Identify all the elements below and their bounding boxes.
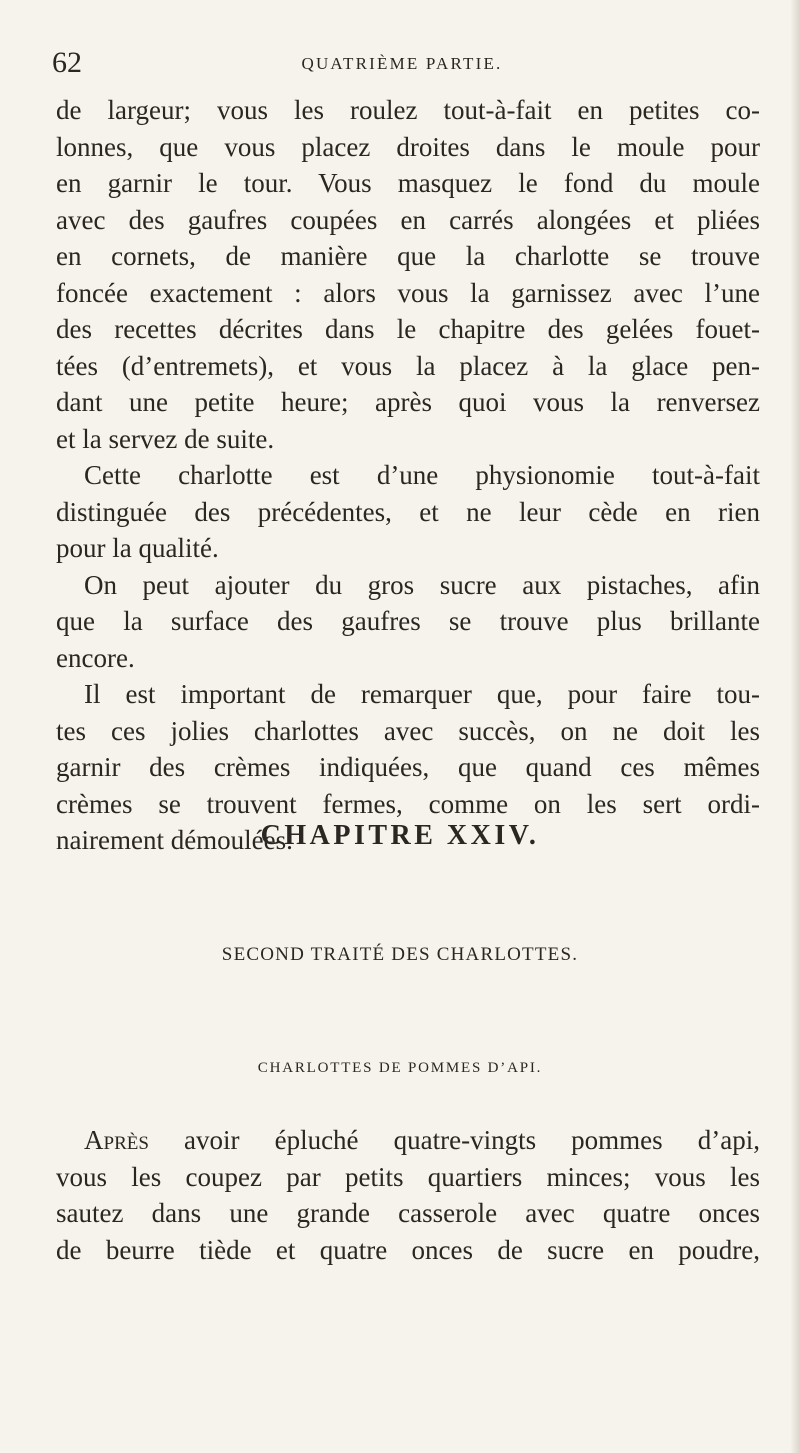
chapter-heading: CHAPITRE XXIV. <box>260 820 540 851</box>
text-line: encore. <box>56 642 135 673</box>
text-line: avec des gaufres coupées en carrés alongées et pliées <box>56 204 760 235</box>
text-line: tes ces jolies charlottes avec succès, on ne doit les <box>56 715 760 746</box>
page-edge-shadow <box>790 0 800 1453</box>
text-line: Il est important de remarquer que, pour faire tou- <box>84 679 760 709</box>
text-line: et la servez de suite. <box>56 423 275 454</box>
text-line: tées (d’entremets), et vous la placez à la glace pen- <box>56 350 760 381</box>
text-line: que la surface des gaufres se trouve plus brillante <box>56 606 760 636</box>
text-line: de beurre tiède et quatre onces de sucre en poudre, <box>56 1234 760 1265</box>
text-line: en garnir le tour. Vous masquez le fond du moule <box>56 168 760 198</box>
text-line: dant une petite heure; après quoi vous la renversez <box>56 387 760 417</box>
text-line: lonnes, que vous placez droites dans le moule pour <box>56 131 760 162</box>
text-line: en cornets, de manière que la charlotte se trouve <box>56 241 760 271</box>
lead-word: Après <box>84 1125 149 1155</box>
text-line: Cette charlotte est d’une physionomie tout-à-fait <box>84 460 760 490</box>
running-header <box>52 46 752 80</box>
text-line: foncée exactement : alors vous la garnissez avec l’une <box>56 277 760 308</box>
text-line: garnir des crèmes indiquées, que quand ces mêmes <box>56 752 760 782</box>
text-line: sautez dans une grande casserole avec quatre onces <box>56 1198 760 1228</box>
text-line: pour la qualité. <box>56 533 219 563</box>
text-fragment: avoir épluché quatre-vingts pommes d’api, <box>148 1125 760 1155</box>
section-title: SECOND TRAITÉ DES CHARLOTTES. <box>221 944 579 965</box>
text-line: des recettes décrites dans le chapitre des gelées fouet- <box>56 314 760 344</box>
text-line: de largeur; vous les roulez tout-à-fait en petites co- <box>56 95 760 125</box>
text-line <box>56 1122 760 1159</box>
subsection-title: CHARLOTTES DE POMMES D’API. <box>257 1060 543 1076</box>
body-text-top <box>56 92 760 859</box>
text-line: On peut ajouter du gros sucre aux pistaches, afin <box>84 569 760 600</box>
text-line: vous les coupez par petits quartiers minces; vous les <box>56 1161 760 1192</box>
text-line: crèmes se trouvent fermes, comme on les sert ordi- <box>56 788 760 819</box>
text-line: distinguée des précédentes, et ne leur cède en rien <box>56 496 760 527</box>
body-text-bottom <box>56 1122 760 1268</box>
running-title: QUATRIÈME PARTIE. <box>301 54 503 73</box>
page-number: 62 <box>52 46 82 79</box>
text-line: nairement démoulées. <box>56 825 293 855</box>
